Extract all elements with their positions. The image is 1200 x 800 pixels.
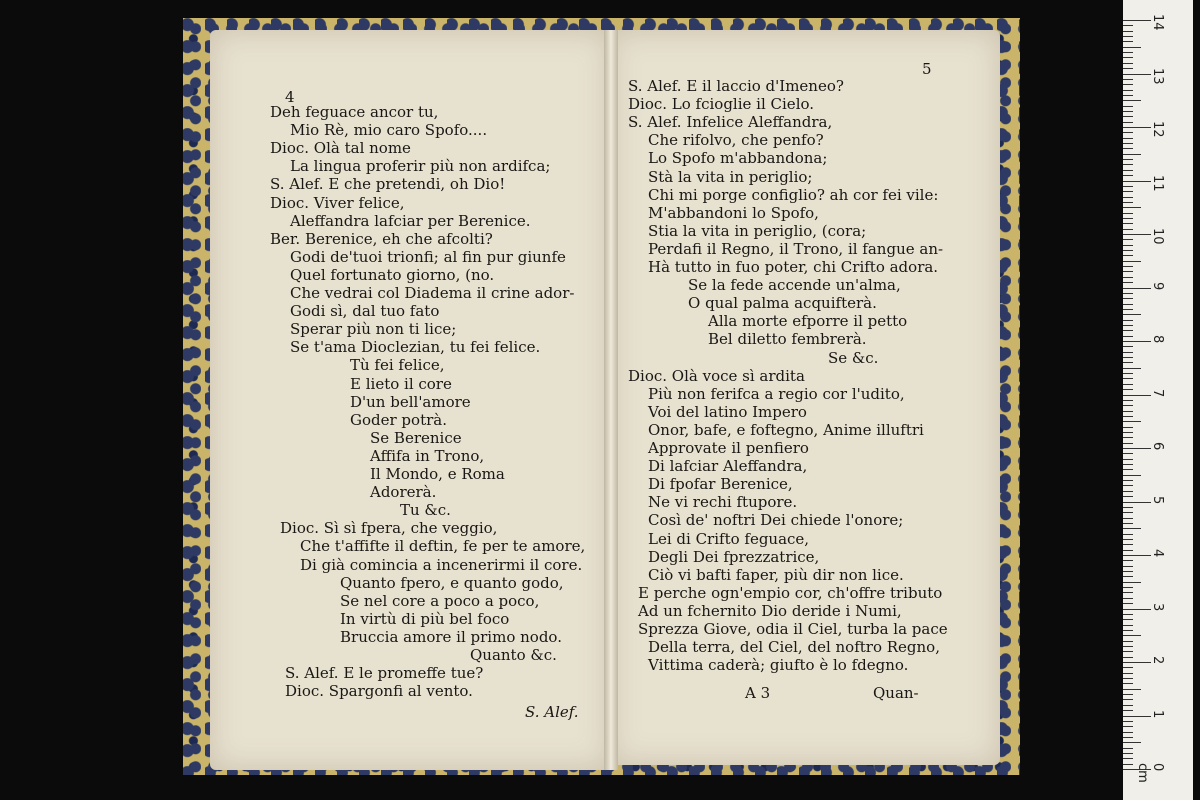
ruler-label: 14: [1150, 14, 1165, 31]
ruler-minor-tick: [1123, 566, 1133, 567]
ruler-minor-tick: [1123, 25, 1133, 26]
ruler-minor-tick: [1123, 496, 1133, 497]
ruler-major-tick: [1123, 662, 1151, 663]
ruler-minor-tick: [1123, 116, 1133, 117]
ruler-minor-tick: [1123, 732, 1133, 733]
right-page-line: Lei di Crifto feguace,: [648, 529, 810, 548]
ruler-minor-tick: [1123, 635, 1141, 636]
ruler-minor-tick: [1123, 84, 1133, 85]
ruler-minor-tick: [1123, 737, 1133, 738]
ruler-minor-tick: [1123, 266, 1133, 267]
ruler-minor-tick: [1123, 694, 1133, 695]
ruler-label: 7: [1150, 388, 1165, 397]
ruler-major-tick: [1123, 20, 1151, 21]
right-page-line: S. Alef. E il laccio d'Imeneo?: [628, 77, 844, 95]
ruler-minor-tick: [1123, 229, 1133, 230]
ruler-minor-tick: [1123, 475, 1141, 476]
ruler-minor-tick: [1123, 90, 1133, 91]
ruler-minor-tick: [1123, 186, 1133, 187]
ruler-minor-tick: [1123, 657, 1133, 658]
ruler-minor-tick: [1123, 678, 1133, 679]
ruler-minor-tick: [1123, 138, 1133, 139]
ruler-minor-tick: [1123, 764, 1133, 765]
ruler-minor-tick: [1123, 271, 1133, 272]
ruler-minor-tick: [1123, 384, 1133, 385]
ruler-minor-tick: [1123, 464, 1133, 465]
ruler-minor-tick: [1123, 202, 1133, 203]
left-page-number: 4: [285, 88, 295, 106]
ruler-label: 6: [1150, 442, 1165, 451]
ruler-minor-tick: [1123, 485, 1133, 486]
ruler-minor-tick: [1123, 197, 1133, 198]
ruler-minor-tick: [1123, 544, 1133, 545]
left-page-line: Ber. Berenice, eh che afcolti?: [270, 229, 493, 248]
left-page-line: Affifa in Trono,: [370, 446, 485, 465]
ruler-minor-tick: [1123, 416, 1133, 417]
ruler-label: 9: [1150, 281, 1165, 290]
ruler-minor-tick: [1123, 362, 1133, 363]
left-page-line: Il Mondo, e Roma: [370, 465, 505, 483]
right-page-number: 5: [922, 60, 932, 78]
ruler-minor-tick: [1123, 705, 1133, 706]
ruler-minor-tick: [1123, 651, 1133, 652]
right-page-line: Dioc. Lo fcioglie il Cielo.: [628, 95, 815, 114]
ruler-minor-tick: [1123, 603, 1133, 604]
ruler-minor-tick: [1123, 79, 1133, 80]
right-page-line: Se &c.: [828, 348, 879, 367]
right-page-line: Vittima caderà; giufto è lo fdegno.: [648, 656, 909, 675]
ruler-minor-tick: [1123, 223, 1133, 224]
ruler-minor-tick: [1123, 314, 1141, 315]
left-page-line: Goder potrà.: [350, 410, 447, 429]
ruler-minor-tick: [1123, 378, 1133, 379]
left-page-line: Dioc. Spargonfi al vento.: [285, 682, 473, 701]
ruler-major-tick: [1123, 502, 1151, 503]
ruler-minor-tick: [1123, 726, 1133, 727]
ruler-minor-tick: [1123, 667, 1133, 668]
right-page-line: Onor, bafe, e foftegno, Anime illuftri: [648, 420, 924, 439]
ruler-major-tick: [1123, 395, 1151, 396]
ruler-minor-tick: [1123, 469, 1133, 470]
ruler-minor-tick: [1123, 245, 1133, 246]
ruler-label: 1: [1150, 709, 1165, 718]
left-page-line: Deh feguace ancor tu,: [270, 103, 439, 121]
right-page-line: Ne vi rechi ftupore.: [648, 493, 798, 512]
left-page-line: Adorerà.: [370, 483, 437, 502]
left-page-line: E lieto il core: [350, 374, 452, 393]
ruler-minor-tick: [1123, 453, 1133, 454]
right-page-line: Che rifolvo, che penfo?: [648, 131, 824, 150]
right-page-line: Ad un fchernito Dio deride i Numi,: [638, 601, 902, 620]
right-page-line: Hà tutto in fuo poter, chi Crifto adora.: [648, 258, 939, 276]
ruler-label: 11: [1150, 174, 1165, 192]
ruler-minor-tick: [1123, 159, 1133, 160]
ruler-minor-tick: [1123, 373, 1133, 374]
ruler-minor-tick: [1123, 36, 1133, 37]
ruler-minor-tick: [1123, 528, 1141, 529]
ruler-minor-tick: [1123, 111, 1133, 112]
right-page-line: Alla morte efporre il petto: [708, 312, 908, 331]
ruler-minor-tick: [1123, 619, 1133, 620]
ruler-minor-tick: [1123, 480, 1133, 481]
ruler-minor-tick: [1123, 689, 1141, 690]
left-page-line: Aleffandra lafciar per Berenice.: [290, 211, 531, 230]
ruler-minor-tick: [1123, 164, 1133, 165]
left-page-line: Se Berenice: [370, 428, 462, 447]
ruler-minor-tick: [1123, 304, 1133, 305]
left-page-line: Quanto fpero, e quanto godo,: [340, 573, 564, 592]
ruler-minor-tick: [1123, 534, 1133, 535]
ruler-minor-tick: [1123, 512, 1133, 513]
left-page-line: Dioc. Olà tal nome: [270, 139, 411, 158]
ruler-minor-tick: [1123, 218, 1133, 219]
ruler-minor-tick: [1123, 411, 1133, 412]
ruler-minor-tick: [1123, 293, 1133, 294]
ruler-minor-tick: [1123, 122, 1133, 123]
right-page-line: M'abbandoni lo Spofo,: [648, 203, 819, 222]
left-page-line: Bruccia amore il primo nodo.: [340, 627, 562, 646]
left-page-line: Di già comincia a incenerirmi il core.: [300, 555, 583, 574]
ruler-minor-tick: [1123, 742, 1141, 743]
ruler-minor-tick: [1123, 239, 1133, 240]
ruler-label: 10: [1150, 228, 1165, 245]
right-page-line: Ciò vi bafti faper, più dir non lice.: [648, 565, 904, 584]
ruler-major-tick: [1123, 716, 1151, 717]
ruler-minor-tick: [1123, 346, 1133, 347]
ruler-minor-tick: [1123, 250, 1133, 251]
ruler-minor-tick: [1123, 630, 1133, 631]
ruler-minor-tick: [1123, 325, 1133, 326]
ruler-minor-tick: [1123, 277, 1133, 278]
right-page-line: Così de' noftri Dei chiede l'onore;: [648, 511, 904, 530]
ruler-minor-tick: [1123, 405, 1133, 406]
ruler-minor-tick: [1123, 592, 1133, 593]
left-page-line: La lingua proferir più non ardifca;: [290, 157, 551, 176]
ruler-minor-tick: [1123, 753, 1133, 754]
ruler-minor-tick: [1123, 191, 1133, 192]
ruler-minor-tick: [1123, 170, 1133, 171]
ruler-minor-tick: [1123, 154, 1141, 155]
ruler-minor-tick: [1123, 625, 1133, 626]
ruler-minor-tick: [1123, 68, 1133, 69]
right-catchword: Quan-: [873, 684, 919, 702]
ruler-minor-tick: [1123, 673, 1133, 674]
ruler-minor-tick: [1123, 100, 1141, 101]
right-page-line: Della terra, del Ciel, del noftro Regno,: [648, 638, 940, 657]
left-page-line: D'un bell'amore: [350, 392, 471, 411]
ruler-label: 0 cm: [1135, 763, 1165, 783]
left-page-line: S. Alef. E che pretendi, oh Dio!: [270, 175, 506, 194]
right-page-line: Di lafciar Aleffandra,: [648, 457, 808, 476]
left-page-line: Quel fortunato giorno, (no.: [290, 265, 495, 284]
ruler-label: 8: [1150, 335, 1165, 344]
ruler-minor-tick: [1123, 357, 1133, 358]
left-page-line: Dioc. Sì sì fpera, che veggio,: [280, 519, 498, 538]
right-page-line: Più non ferifca a regio cor l'udito,: [648, 384, 905, 403]
ruler-major-tick: [1123, 127, 1151, 128]
ruler-minor-tick: [1123, 309, 1133, 310]
right-page-line: Voi del latino Impero: [648, 402, 807, 421]
right-page-line: S. Alef. Infelice Aleffandra,: [628, 113, 833, 132]
ruler-minor-tick: [1123, 52, 1133, 53]
ruler-minor-tick: [1123, 598, 1133, 599]
right-page-line: Stia la vita in periglio, (cora;: [648, 221, 867, 240]
right-page-line: Chi mi porge configlio? ah cor fei vile:: [648, 185, 939, 204]
ruler-minor-tick: [1123, 47, 1141, 48]
ruler-minor-tick: [1123, 132, 1133, 133]
right-page-line: Dioc. Olà voce sì ardita: [628, 366, 805, 385]
left-page-line: Mio Rè, mio caro Spofo....: [290, 121, 488, 140]
ruler-minor-tick: [1123, 298, 1133, 299]
right-page-line: Approvate il penfiero: [648, 439, 809, 457]
left-page-line: Che vedrai col Diadema il crine ador-: [290, 284, 575, 302]
ruler-minor-tick: [1123, 106, 1133, 107]
ruler-minor-tick: [1123, 207, 1141, 208]
left-page-line: Se nel core a poco a poco,: [340, 591, 540, 610]
ruler-minor-tick: [1123, 560, 1133, 561]
left-page-line: Che t'affifte il deftin, fe per te amore,: [300, 537, 586, 556]
ruler-minor-tick: [1123, 63, 1133, 64]
ruler-minor-tick: [1123, 758, 1133, 759]
ruler-major-tick: [1123, 288, 1151, 289]
ruler-minor-tick: [1123, 330, 1133, 331]
ruler-minor-tick: [1123, 699, 1133, 700]
left-page-line: S. Alef. E le promeffe tue?: [285, 664, 484, 683]
left-page-line: Se t'ama Dioclezian, tu fei felice.: [290, 338, 541, 357]
right-page-line: Di fpofar Berenice,: [648, 475, 793, 494]
ruler-minor-tick: [1123, 175, 1133, 176]
right-page-line: Lo Spofo m'abbandona;: [648, 149, 828, 168]
ruler-minor-tick: [1123, 587, 1133, 588]
ruler-minor-tick: [1123, 459, 1133, 460]
ruler-minor-tick: [1123, 443, 1133, 444]
ruler-minor-tick: [1123, 261, 1141, 262]
right-page-line: Se la fede accende un'alma,: [688, 276, 901, 295]
right-signature: A 3: [745, 684, 771, 702]
ruler-minor-tick: [1123, 148, 1133, 149]
right-page-line: Degli Dei fprezzatrice,: [648, 547, 820, 566]
ruler-minor-tick: [1123, 523, 1133, 524]
ruler-minor-tick: [1123, 421, 1141, 422]
ruler-minor-tick: [1123, 368, 1141, 369]
left-page-line: Sperar più non ti lice;: [290, 320, 457, 339]
ruler-minor-tick: [1123, 748, 1133, 749]
ruler-minor-tick: [1123, 614, 1133, 615]
ruler-minor-tick: [1123, 491, 1133, 492]
ruler-major-tick: [1123, 234, 1151, 235]
ruler-major-tick: [1123, 74, 1151, 75]
left-page-line: In virtù di più bel foco: [340, 609, 510, 628]
ruler-minor-tick: [1123, 400, 1133, 401]
ruler-minor-tick: [1123, 320, 1133, 321]
ruler-minor-tick: [1123, 352, 1133, 353]
right-page-line: Bel diletto fembrerà.: [708, 330, 867, 349]
ruler-label: 2: [1150, 656, 1165, 665]
book-gutter: [604, 30, 618, 770]
ruler-minor-tick: [1123, 571, 1133, 572]
ruler-minor-tick: [1123, 518, 1133, 519]
ruler-minor-tick: [1123, 432, 1133, 433]
ruler-minor-tick: [1123, 213, 1133, 214]
ruler-minor-tick: [1123, 95, 1133, 96]
right-page-line: Perdafi il Regno, il Trono, il fangue an-: [648, 239, 944, 258]
left-page-line: Tu &c.: [400, 501, 451, 520]
ruler-major-tick: [1123, 341, 1151, 342]
ruler-minor-tick: [1123, 641, 1133, 642]
ruler-minor-tick: [1123, 255, 1133, 256]
ruler-label: 3: [1150, 602, 1165, 611]
ruler-minor-tick: [1123, 721, 1133, 722]
ruler-major-tick: [1123, 555, 1151, 556]
ruler-minor-tick: [1123, 683, 1133, 684]
ruler-minor-tick: [1123, 31, 1133, 32]
right-page-line: O qual palma acquifterà.: [688, 294, 877, 313]
left-page-line: Dioc. Viver felice,: [270, 193, 405, 212]
right-page-line: Sprezza Giove, odia il Ciel, turba la pace: [638, 620, 948, 638]
ruler-minor-tick: [1123, 57, 1133, 58]
left-catchword: S. Alef.: [525, 703, 579, 721]
ruler-minor-tick: [1123, 550, 1133, 551]
ruler-minor-tick: [1123, 710, 1133, 711]
ruler-minor-tick: [1123, 646, 1133, 647]
ruler-label: 12: [1150, 121, 1165, 138]
ruler-label: 5: [1150, 495, 1165, 504]
ruler-label: 13: [1150, 67, 1165, 85]
ruler-minor-tick: [1123, 582, 1141, 583]
left-page-line: Tù fei felice,: [350, 356, 445, 375]
ruler-minor-tick: [1123, 389, 1133, 390]
right-page-line: Stà la vita in periglio;: [648, 167, 813, 186]
left-page-line: Godi sì, dal tuo fato: [290, 302, 440, 321]
ruler-minor-tick: [1123, 576, 1133, 577]
ruler-minor-tick: [1123, 539, 1133, 540]
left-page-line: Godi de'tuoi trionfi; al fin pur giunfe: [290, 247, 566, 266]
ruler-major-tick: [1123, 609, 1151, 610]
left-page-line: Quanto &c.: [470, 646, 557, 664]
ruler-minor-tick: [1123, 41, 1133, 42]
ruler-minor-tick: [1123, 336, 1133, 337]
right-page-line: E perche ogn'empio cor, ch'offre tributo: [638, 583, 943, 602]
ruler-minor-tick: [1123, 143, 1133, 144]
measurement-ruler: [1123, 0, 1193, 800]
ruler-major-tick: [1123, 448, 1151, 449]
ruler-minor-tick: [1123, 427, 1133, 428]
ruler-label: 4: [1150, 549, 1165, 558]
ruler-minor-tick: [1123, 437, 1133, 438]
ruler-minor-tick: [1123, 507, 1133, 508]
ruler-minor-tick: [1123, 282, 1133, 283]
ruler-major-tick: [1123, 181, 1151, 182]
